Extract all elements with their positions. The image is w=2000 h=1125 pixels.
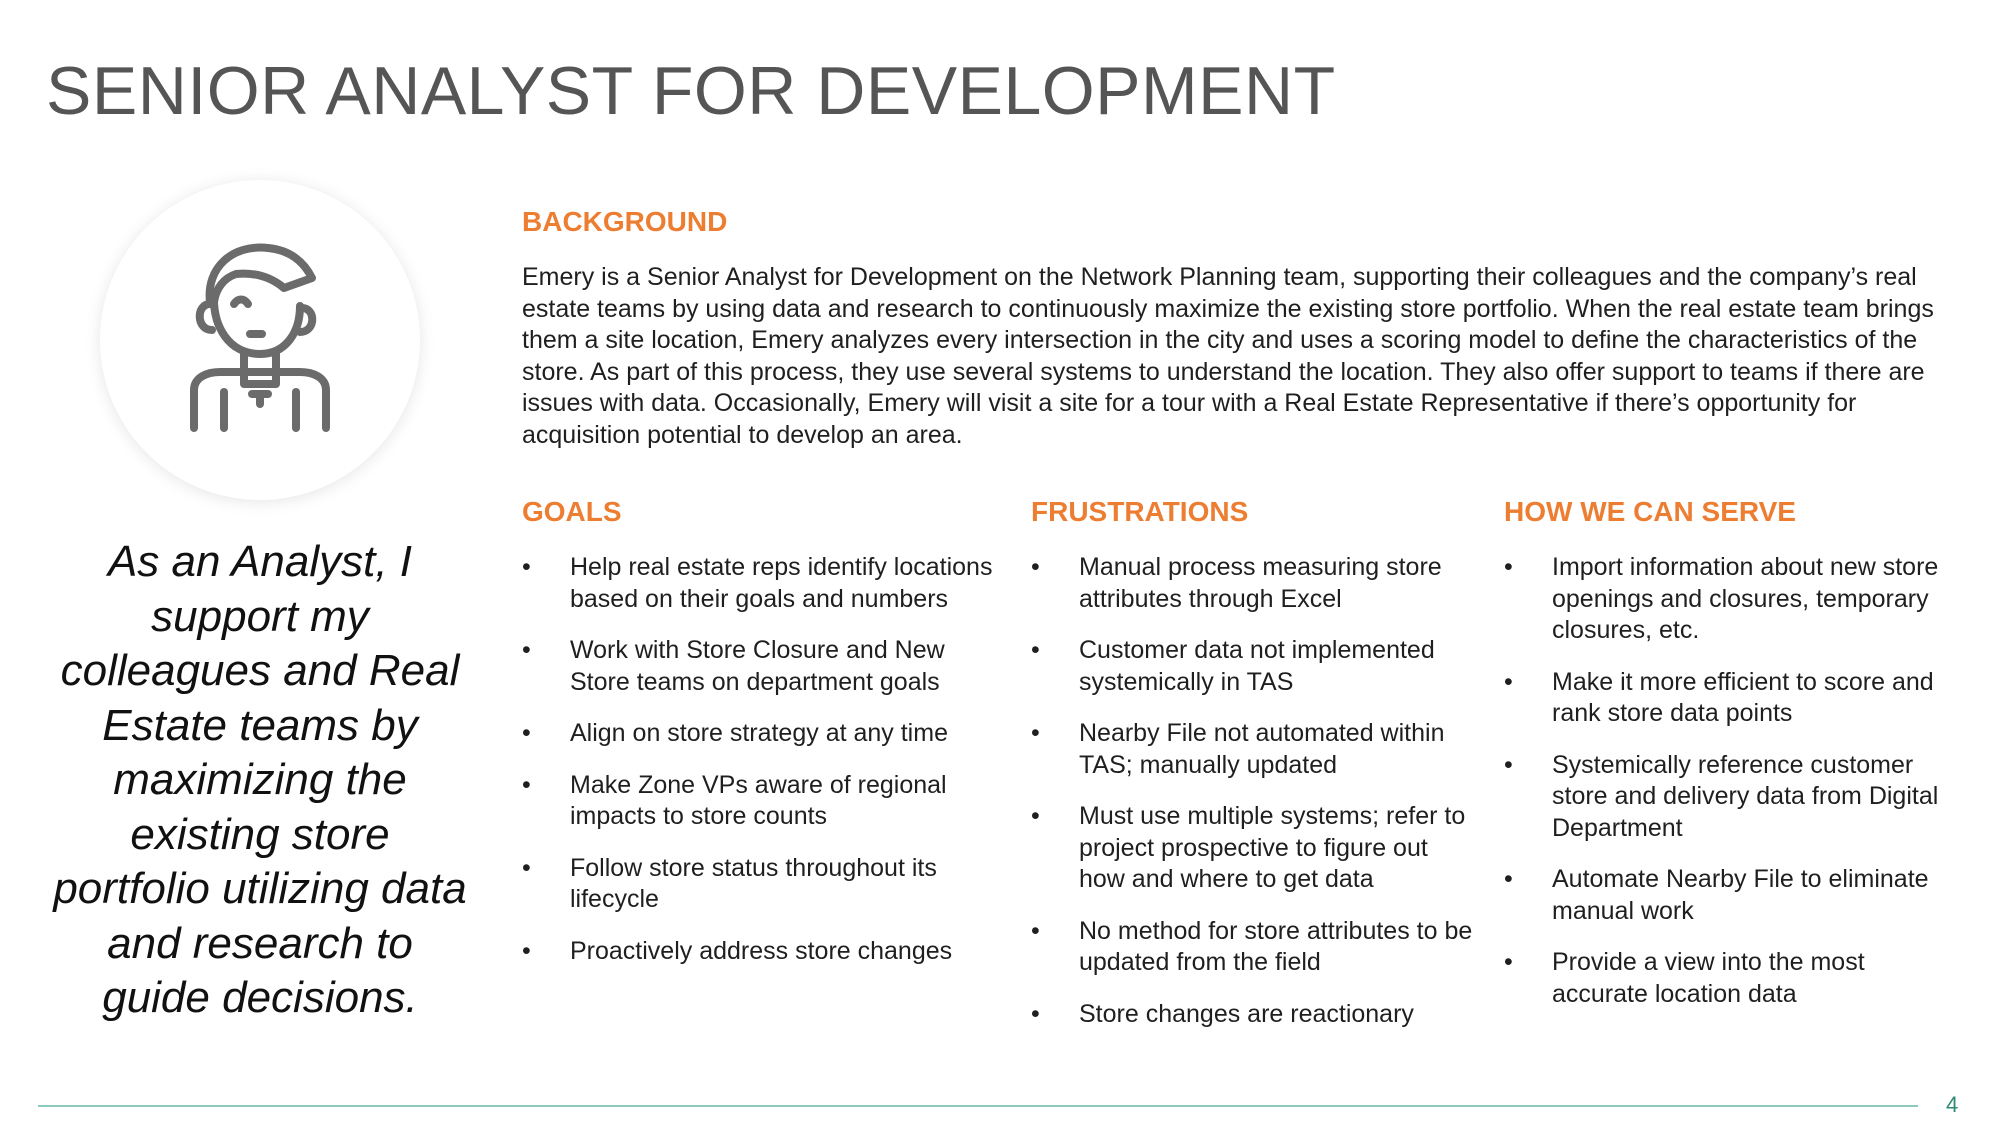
background-text: Emery is a Senior Analyst for Development on the Network Planning team, supporting their colleagues and the company’s real estate teams by using data and research to continuously maximize the existing store portfolio. When the real estate team brings them a site location, Emery analyzes every intersection in the city and uses a scoring model to define the characteristics of the store. As part of this process, they use several systems to understand the location. They also offer support to teams if there are issues with data. Occasionally, Emery will visit a site for a tour with a Real Estate Representative if there’s opportunity for acquisition potential to develop an area. <box>522 263 1934 449</box>
serve-item: • Provide a view into the most accurate location data <box>1504 947 1964 1010</box>
serve-item: • Automate Nearby File to eliminate manual work <box>1504 864 1964 927</box>
serve-item: • Systemically reference customer store and delivery data from Digital Department <box>1504 750 1964 845</box>
slide-title: SENIOR ANALYST FOR DEVELOPMENT <box>46 53 1336 129</box>
frustration-item: • No method for store attributes to be updated from the field <box>1031 916 1477 979</box>
serve-item: • Import information about new store openings and closures, temporary closures, etc. <box>1504 552 1964 647</box>
user-avatar-icon <box>180 232 340 432</box>
goals-heading: GOALS <box>522 496 622 527</box>
goal-item: • Follow store status throughout its lifecycle <box>522 853 1000 916</box>
serve-item: • Make it more efficient to score and rank store data points <box>1504 667 1964 730</box>
frustration-item: • Nearby File not automated within TAS; manually updated <box>1031 718 1477 781</box>
persona-avatar <box>100 180 420 500</box>
goal-item: • Proactively address store changes <box>522 936 1000 968</box>
goal-item: • Make Zone VPs aware of regional impacts to store counts <box>522 770 1000 833</box>
goal-item: • Work with Store Closure and New Store teams on department goals <box>522 635 1000 698</box>
background-heading: BACKGROUND <box>522 206 728 237</box>
goal-item: • Help real estate reps identify locations based on their goals and numbers <box>522 552 1000 615</box>
frustration-item: • Customer data not implemented systemically in TAS <box>1031 635 1477 698</box>
frustrations-heading: FRUSTRATIONS <box>1031 496 1249 527</box>
goals-list <box>522 552 1000 987</box>
persona-quote: As an Analyst, I support my colleagues and Real Estate teams by maximizing the existing store portfolio utilizing data and research to guide decisions. <box>53 537 467 1022</box>
frustrations-list <box>1031 552 1477 1050</box>
serve-heading: HOW WE CAN SERVE <box>1504 496 1796 527</box>
frustration-item: • Must use multiple systems; refer to project prospective to figure out how and where to get data <box>1031 801 1477 896</box>
frustration-item: • Store changes are reactionary <box>1031 999 1477 1031</box>
footer-divider <box>38 1105 1918 1107</box>
page-number: 4 <box>1946 1092 1959 1117</box>
frustration-item: • Manual process measuring store attributes through Excel <box>1031 552 1477 615</box>
serve-list <box>1504 552 1964 1030</box>
goal-item: • Align on store strategy at any time <box>522 718 1000 750</box>
